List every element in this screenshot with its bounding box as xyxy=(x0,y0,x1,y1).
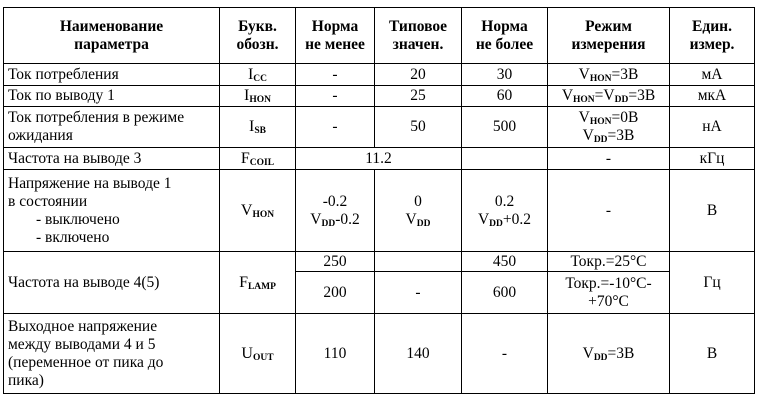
typ-cell xyxy=(375,252,462,272)
max-cell xyxy=(462,148,548,170)
mode-cell: Токр.=-10°С- +70°С xyxy=(548,272,670,314)
freq-value-cell: 11.2 xyxy=(296,148,462,170)
typ-cell: 50 xyxy=(375,107,462,148)
mode-cell: - xyxy=(548,170,670,252)
symbol-cell: $I_{HON}$ xyxy=(220,86,296,107)
parameters-table xyxy=(3,7,755,394)
param-cell: Частота на выводе 4(5) xyxy=(4,252,220,314)
header-min: Норма не менее xyxy=(296,8,375,64)
table-row xyxy=(4,86,755,107)
mode-cell: $V_{HON}=0В$ $V_{DD}=3В$ xyxy=(548,107,670,148)
mode-cell: Токр.=25°С xyxy=(548,252,670,272)
param-cell: Напряжение на выводе 1 в состоянии - выключено - включено xyxy=(4,170,220,252)
mode-cell: - xyxy=(548,148,670,170)
table-row xyxy=(4,107,755,148)
param-cell: Ток потребления в режиме ожидания xyxy=(4,107,220,148)
param-cell: Ток по выводу 1 xyxy=(4,86,220,107)
header-row xyxy=(4,8,755,64)
min-cell: 200 xyxy=(296,272,375,314)
header-mode: Режим измерения xyxy=(548,8,670,64)
unit-cell: Гц xyxy=(670,252,755,314)
mode-cell: $V_{DD}=3В$ xyxy=(548,314,670,394)
max-cell: 30 xyxy=(462,64,548,86)
symbol-cell: $V_{HON}$ xyxy=(220,170,296,252)
header-max: Норма не более xyxy=(462,8,548,64)
unit-cell: В xyxy=(670,314,755,394)
table-row xyxy=(4,148,755,170)
max-cell: 600 xyxy=(462,272,548,314)
symbol-cell: $I_{SB}$ xyxy=(220,107,296,148)
mode-cell: $V_{HON}=3В$ xyxy=(548,64,670,86)
unit-cell: мА xyxy=(670,64,755,86)
min-cell: 250 xyxy=(296,252,375,272)
table-row xyxy=(4,170,755,252)
max-cell: 0.2 $V_{DD}+0.2$ xyxy=(462,170,548,252)
min-cell: 110 xyxy=(296,314,375,394)
min-cell: -0.2 $V_{DD}-0.2$ xyxy=(296,170,375,252)
typ-cell: 25 xyxy=(375,86,462,107)
header-param: Наименование параметра xyxy=(4,8,220,64)
min-cell: - xyxy=(296,107,375,148)
typ-cell: 20 xyxy=(375,64,462,86)
max-cell: 450 xyxy=(462,252,548,272)
symbol-cell: $U_{OUT}$ xyxy=(220,314,296,394)
param-cell: Частота на выводе 3 xyxy=(4,148,220,170)
unit-cell: кГц xyxy=(670,148,755,170)
header-unit: Един. измер. xyxy=(670,8,755,64)
symbol-cell: $I_{CC}$ xyxy=(220,64,296,86)
table-row xyxy=(4,314,755,394)
min-cell: - xyxy=(296,64,375,86)
header-typ: Типовое значен. xyxy=(375,8,462,64)
symbol-cell: $F_{COIL}$ xyxy=(220,148,296,170)
table-row xyxy=(4,64,755,86)
symbol-cell: $F_{LAMP}$ xyxy=(220,252,296,314)
typ-cell: 140 xyxy=(375,314,462,394)
typ-cell: - xyxy=(375,272,462,314)
param-cell: Выходное напряжение между выводами 4 и 5 (переменное от пика до пика) xyxy=(4,314,220,394)
unit-cell: мкА xyxy=(670,86,755,107)
max-cell: 60 xyxy=(462,86,548,107)
table-row xyxy=(4,252,755,272)
mode-cell: $V_{HON}=V_{DD}=3В$ xyxy=(548,86,670,107)
unit-cell: нА xyxy=(670,107,755,148)
unit-cell: В xyxy=(670,170,755,252)
header-symbol: Букв. обозн. xyxy=(220,8,296,64)
max-cell: 500 xyxy=(462,107,548,148)
param-cell: Ток потребления xyxy=(4,64,220,86)
min-cell: - xyxy=(296,86,375,107)
max-cell: - xyxy=(462,314,548,394)
typ-cell: 0 $V_{DD}$ xyxy=(375,170,462,252)
